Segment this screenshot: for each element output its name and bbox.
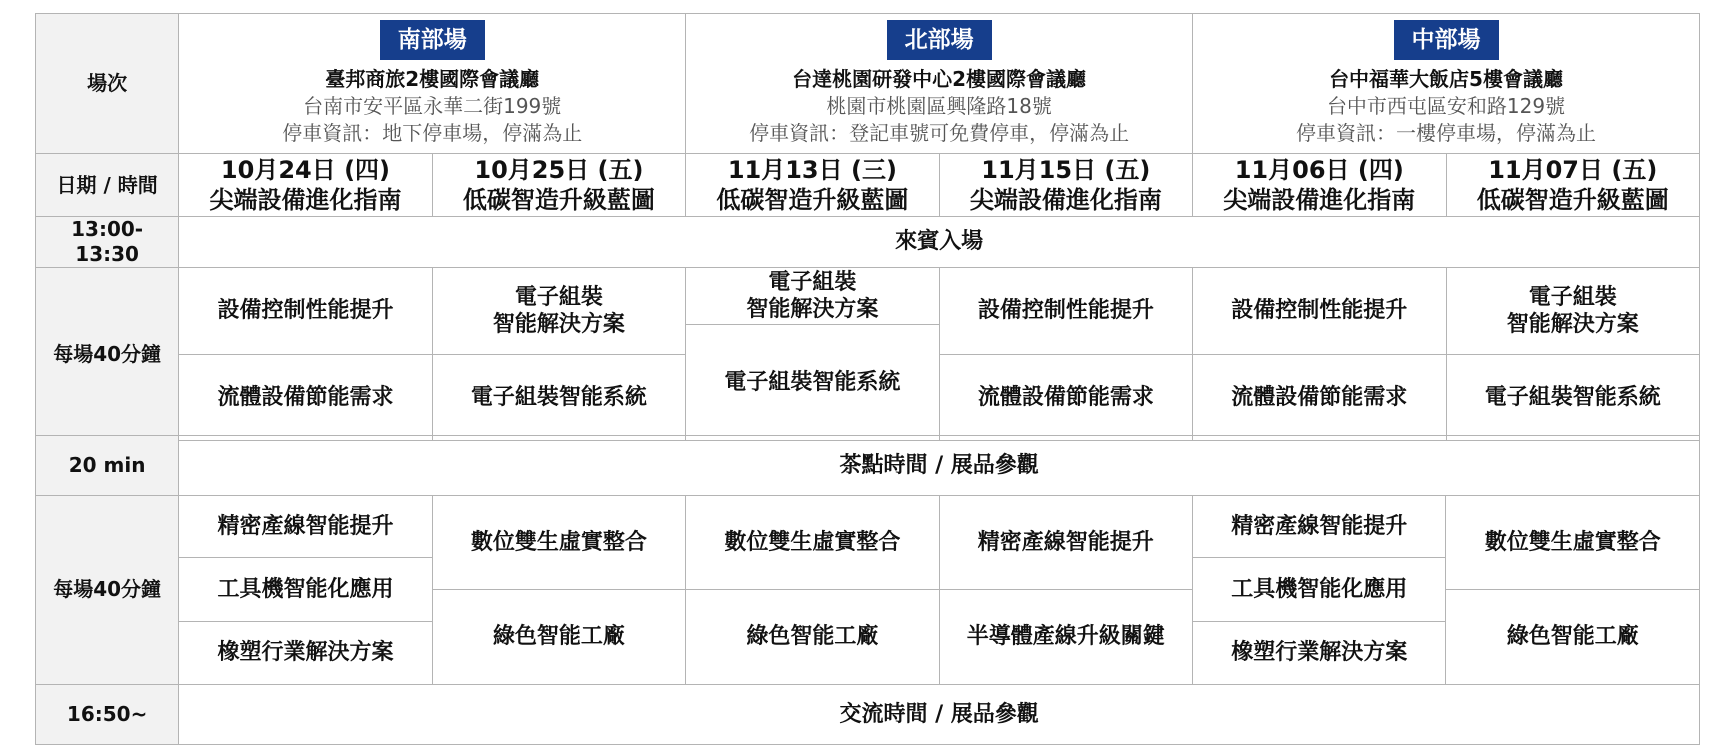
schedule-table-lower xyxy=(35,435,1700,745)
arrival-row xyxy=(36,217,1700,268)
venue-name: 臺邦商旅2樓國際會議廳 xyxy=(325,67,540,92)
session-cell: 精密產線智能提升 xyxy=(1193,496,1446,558)
date-label: 11月07日 (五) xyxy=(1488,156,1658,184)
date-cell xyxy=(686,154,939,217)
date-label: 11月06日 (四) xyxy=(1234,156,1404,184)
date-row xyxy=(36,154,1700,217)
date-cell xyxy=(179,154,432,217)
date-cell xyxy=(1193,154,1446,217)
date-theme: 低碳智造升級藍圖 xyxy=(462,186,655,214)
session-cell: 設備控制性能提升 xyxy=(1193,268,1446,355)
venue-south xyxy=(179,14,686,154)
session-cell: 流體設備節能需求 xyxy=(939,355,1192,441)
break-row xyxy=(36,436,1700,496)
session-cell: 設備控制性能提升 xyxy=(179,268,432,355)
session-cell: 綠色智能工廠 xyxy=(432,589,685,684)
venue-parking: 停車資訊：登記車號可免費停車，停滿為止 xyxy=(749,121,1130,146)
row-label-datetime: 日期 / 時間 xyxy=(36,154,179,217)
session-cell: 流體設備節能需求 xyxy=(179,355,432,441)
session-cell: 綠色智能工廠 xyxy=(1446,589,1700,684)
block2-row xyxy=(36,496,1700,558)
row-label-duration: 每場40分鐘 xyxy=(36,268,179,441)
session-cell: 電子組裝智能系統 xyxy=(686,325,939,441)
date-label: 11月15日 (五) xyxy=(981,156,1151,184)
date-theme: 低碳智造升級藍圖 xyxy=(1476,186,1669,214)
date-theme: 尖端設備進化指南 xyxy=(209,186,402,214)
arrival-cell: 來賓入場 xyxy=(179,217,1700,268)
row-label-time: 20 min xyxy=(36,436,179,496)
session-cell: 橡塑行業解決方案 xyxy=(1193,621,1446,684)
date-cell xyxy=(432,154,685,217)
venue-north xyxy=(686,14,1193,154)
venue-name: 台達桃園研發中心2樓國際會議廳 xyxy=(792,67,1087,92)
venue-badge: 南部場 xyxy=(380,20,485,61)
session-cell: 橡塑行業解決方案 xyxy=(179,621,432,684)
session-cell: 精密產線智能提升 xyxy=(179,496,432,558)
break-cell: 茶點時間 / 展品參觀 xyxy=(179,436,1700,496)
session-cell: 數位雙生虛實整合 xyxy=(1446,496,1700,590)
session-cell: 電子組裝 智能解決方案 xyxy=(686,268,939,325)
date-theme: 尖端設備進化指南 xyxy=(969,186,1162,214)
date-label: 10月24日 (四) xyxy=(220,156,391,184)
venue-badge: 中部場 xyxy=(1394,20,1499,61)
date-theme: 尖端設備進化指南 xyxy=(1223,186,1416,214)
venue-central xyxy=(1193,14,1700,154)
block1-row xyxy=(36,268,1700,325)
session-cell: 設備控制性能提升 xyxy=(939,268,1192,355)
session-cell: 流體設備節能需求 xyxy=(1193,355,1446,441)
row-label-duration: 每場40分鐘 xyxy=(36,496,179,684)
session-cell: 電子組裝智能系統 xyxy=(432,355,685,441)
date-cell xyxy=(939,154,1192,217)
date-theme: 低碳智造升級藍圖 xyxy=(716,186,909,214)
venue-name: 台中福華大飯店5樓會議廳 xyxy=(1329,67,1563,92)
networking-cell: 交流時間 / 展品參觀 xyxy=(179,684,1700,744)
row-label-time: 13:00-13:30 xyxy=(36,217,179,268)
session-cell: 數位雙生虛實整合 xyxy=(432,496,685,590)
venue-address: 台中市西屯區安和路129號 xyxy=(1326,94,1566,119)
session-cell: 電子組裝智能系統 xyxy=(1446,355,1699,441)
row-label-time: 16:50~ xyxy=(36,684,179,744)
date-cell xyxy=(1446,154,1699,217)
schedule-table xyxy=(35,13,1700,441)
venue-address: 桃園市桃園區興隆路18號 xyxy=(826,94,1052,119)
session-cell: 精密產線智能提升 xyxy=(939,496,1192,590)
session-cell: 電子組裝 智能解決方案 xyxy=(432,268,685,355)
session-cell: 電子組裝 智能解決方案 xyxy=(1446,268,1699,355)
session-cell: 半導體產線升級關鍵 xyxy=(939,589,1192,684)
networking-row xyxy=(36,684,1700,744)
venue-parking: 停車資訊：一樓停車場，停滿為止 xyxy=(1296,121,1597,146)
venue-badge: 北部場 xyxy=(887,20,992,61)
venue-row xyxy=(36,14,1700,154)
session-cell: 工具機智能化應用 xyxy=(1193,557,1446,621)
venue-address: 台南市安平區永華二街199號 xyxy=(303,94,562,119)
date-label: 11月13日 (三) xyxy=(727,156,897,184)
venue-parking: 停車資訊：地下停車場，停滿為止 xyxy=(282,121,583,146)
session-cell: 數位雙生虛實整合 xyxy=(686,496,939,590)
date-label: 10月25日 (五) xyxy=(474,156,644,184)
session-cell: 綠色智能工廠 xyxy=(686,589,939,684)
row-label-session: 場次 xyxy=(36,14,179,154)
session-cell: 工具機智能化應用 xyxy=(179,557,432,621)
